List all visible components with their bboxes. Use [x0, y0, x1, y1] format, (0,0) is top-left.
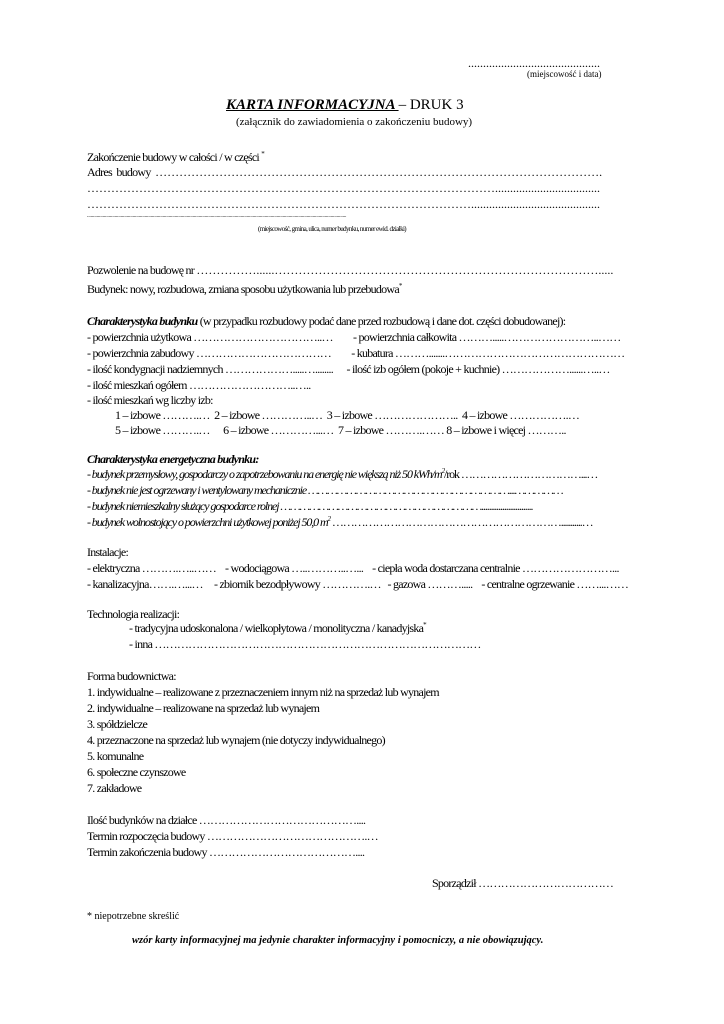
building-type-text: Budynek: nowy, rozbudowa, zmiana sposobu użytkowania lub przebudowa [87, 282, 399, 296]
technology-option-1[interactable] [129, 622, 426, 635]
technology-star: * [423, 621, 426, 629]
permit-dots: ……………......………………………………………………………………………..... [196, 263, 614, 277]
installations-line-2[interactable]: - kanalizacyjna…….…...… - zbiornik bezodpływowy ………….… - gazowa ………..... - centralne ogrzewanie ……...…… [87, 577, 629, 591]
char-usable-area[interactable]: - powierzchnia użytkowa ……………………………..… - powierzchnia całkowita ……….....……………………..…… [87, 330, 621, 344]
buildings-count-field[interactable]: Ilość budynków na działce …………………………………….... [87, 813, 366, 827]
char-apartments[interactable]: - ilość mieszkań ogółem ………………………..….. [87, 378, 311, 392]
completion-star: * [261, 150, 265, 158]
form-item-3[interactable]: 3. spółdzielcze [87, 717, 148, 731]
footnote-strike: * niepotrzebne skreślić [87, 911, 180, 922]
rooms-line-2[interactable]: 5 – izbowe ……….… 6 – izbowe …………...… 7 – izbowe ……….…… 8 – izbowe i więcej ……….. [115, 423, 566, 437]
place-date-field: ............................................ [468, 56, 600, 70]
form-item-1[interactable]: 1. indywidualne – realizowane z przeznaczeniem innym niż na sprzedaż lub wynajem [87, 685, 439, 699]
energy-line-1-text: - budynek przemysłowy, gospodarczy o zapotrzebowaniu na energię nie większą niż 50 kWh/m [87, 467, 442, 481]
rooms-line-1[interactable]: 1 – izbowe ……….… 2 – izbowe …………..… 3 – izbowe ………………….. 4 – izbowe …………….… [115, 408, 580, 422]
completion-text: Zakończenie budowy w całości / w części [87, 150, 262, 164]
address-line-4[interactable]: ........................................................................................................................................................................................................................ [87, 213, 347, 219]
permit-label: Pozwolenie na budowę nr [87, 263, 197, 277]
energy-line-1[interactable] [87, 468, 597, 481]
building-type [87, 283, 402, 296]
form-item-6[interactable]: 6. społeczne czynszowe [87, 765, 186, 779]
place-date-caption: (miejscowość i data) [527, 69, 602, 79]
address-line-1[interactable] [87, 166, 602, 179]
energy-line-4-text: - budynek wolnostojący o powierzchni użytkowej poniżej 50,0 m [87, 515, 328, 529]
technology-label: Technologia realizacji: [87, 607, 180, 621]
energy-line-4[interactable] [87, 516, 593, 529]
char-built-area[interactable]: - powierzchnia zabudowy ……………………………… - kubatura ……….......………………………………………… [87, 346, 625, 360]
technology-option-1-text: - tradycyjna udoskonalona / wielkopłytowa / monolityczna / kanadyjska [129, 621, 424, 635]
completion-label [87, 151, 264, 164]
characteristics-title: Charakterystyka budynku [87, 314, 198, 328]
address-line-3[interactable]: ……………………………………………………………………………………........................................... [87, 197, 600, 211]
form-item-4[interactable]: 4. przeznaczone na sprzedaż lub wynajem (nie dotyczy indywidualnego) [87, 733, 385, 747]
energy-heading: Charakterystyka energetyczna budynku: [87, 452, 259, 466]
signature-field[interactable]: Sporządził ……………………………… [432, 876, 614, 890]
disclaimer: wzór karty informacyjnej ma jedynie charakter informacyjny i pomocniczy, a nie obowiązujący. [132, 935, 544, 946]
installations-line-1[interactable]: - elektryczna ……….…..…… - wodociągowa …..………..…... - ciepła woda dostarczana centralnie ……………………... [87, 561, 619, 575]
address-label: Adres budowy [87, 165, 156, 179]
start-date-field[interactable]: Termin rozpoczęcia budowy …………………………………….… [87, 829, 378, 843]
building-type-star: * [398, 282, 402, 290]
title-suffix: – DRUK 3 [398, 97, 464, 113]
char-apartments-by-rooms: - ilość mieszkań wg liczby izb: [87, 393, 213, 407]
end-date-field[interactable]: Termin zakończenia budowy ………………………………….... [87, 845, 365, 859]
form-label: Forma budownictwa: [87, 669, 176, 683]
form-item-5[interactable]: 5. komunalne [87, 749, 144, 763]
address-dots-1: …………………………………………………………………………………………………. [155, 165, 603, 179]
energy-line-2-text: - budynek nie jest ogrzewany i wentylowany mechanicznie ………………………………………………………...…………… [87, 483, 563, 497]
installations-label: Instalacje: [87, 545, 129, 559]
form-item-7[interactable]: 7. zakładowe [87, 781, 142, 795]
energy-line-1-exp: 2 [441, 467, 444, 475]
document-title [226, 97, 464, 114]
document-subtitle: (załącznik do zawiadomienia o zakończeniu budowy) [236, 116, 473, 128]
energy-line-2[interactable] [87, 484, 563, 497]
energy-line-3-text: - budynek niemieszkalny służący gospodarce rolnej ………………………………………………………........................... [87, 499, 533, 513]
characteristics-heading [87, 315, 565, 328]
title-main: KARTA INFORMACYJNA [226, 97, 399, 113]
technology-option-2[interactable]: - inna …………………………………………………………………………… [129, 637, 481, 651]
char-floors[interactable]: - ilość kondygnacji nadziemnych ……………….....…........ - ilość izb ogółem (pokoje + kuchnie) ………………......…..… [87, 362, 610, 376]
form-item-2[interactable]: 2. indywidualne – realizowane na sprzedaż lub wynajem [87, 701, 320, 715]
address-caption: (miejscowość, gmina, ulica, numer budynku, numer ewid. działki) [258, 225, 407, 233]
characteristics-note: (w przypadku rozbudowy podać dane przed rozbudową i dane dot. części dobudowanej): [197, 314, 566, 328]
permit-line[interactable] [87, 264, 613, 277]
energy-line-4-exp: 2 [327, 515, 330, 523]
energy-line-3[interactable] [87, 500, 533, 513]
energy-line-4-tail: ………………………………………………………...........… [329, 515, 593, 529]
address-line-2[interactable]: …………………………………………………………………………………………................................... [87, 181, 600, 195]
energy-line-1-tail: /rok ……………………………...… [444, 467, 598, 481]
